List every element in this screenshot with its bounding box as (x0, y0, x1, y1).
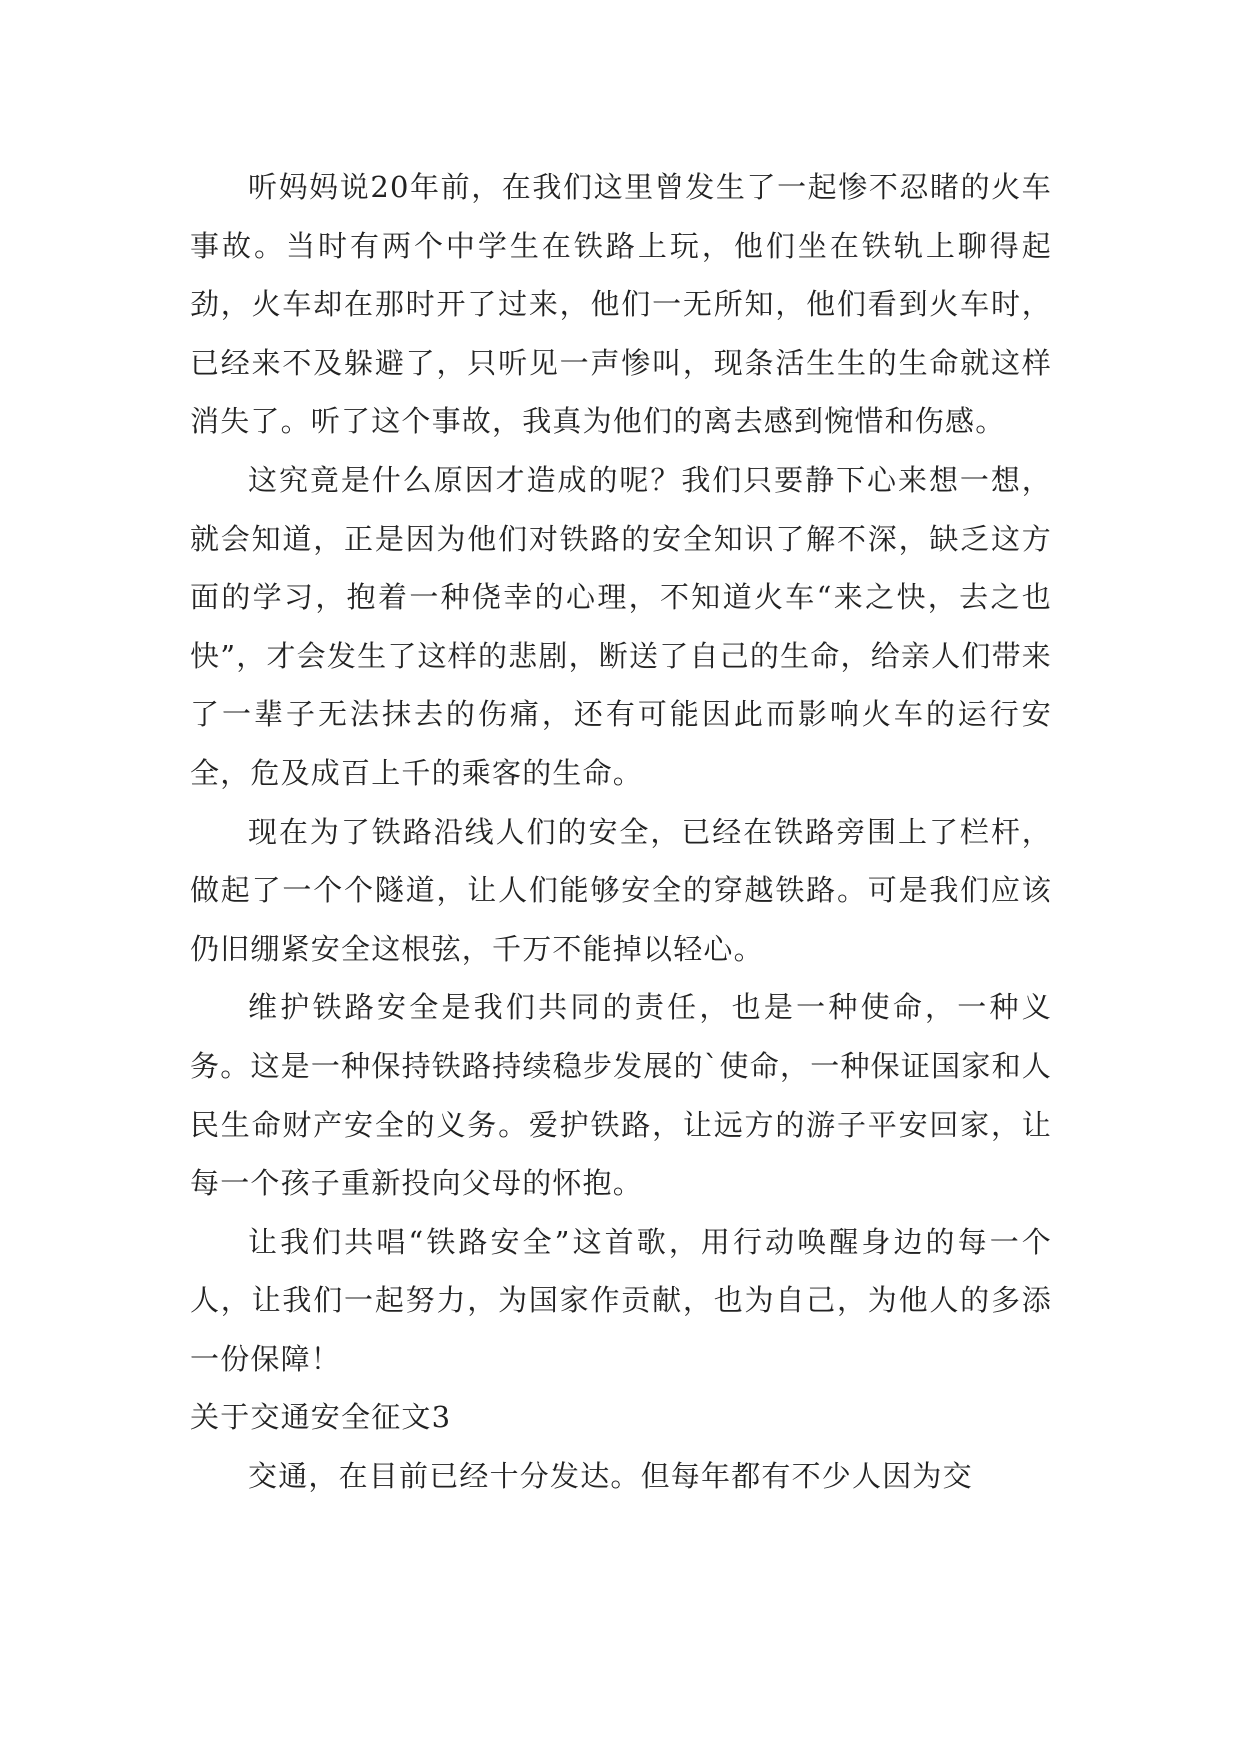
paragraph-call-to-action: 让我们共唱“铁路安全”这首歌，用行动唤醒身边的每一个人，让我们一起努力，为国家作贡献，也为自己，为他人的多添一份保障！ (190, 1224, 1052, 1376)
paragraph-cause-analysis: 这究竟是什么原因才造成的呢？我们只要静下心来想一想，就会知道，正是因为他们对铁路的安全知识了解不深，缺乏这方面的学习，抱着一种侥幸的心理，不知道火车“来之快，去之也快”，才会发生了这样的悲剧，断送了自己的生命，给亲人们带来了一辈子无法抹去的伤痛，还有可能因此而影响火车的运行安全，危及成百上千的乘客的生命。 (190, 462, 1052, 790)
paragraph-traffic-intro: 交通，在目前已经十分发达。但每年都有不少人因为交 (248, 1459, 973, 1494)
document-page (190, 158, 1052, 1506)
paragraph-responsibility: 维护铁路安全是我们共同的责任，也是一种使命，一种义务。这是一种保持铁路持续稳步发展的`使命，一种保证国家和人民生命财产安全的义务。爱护铁路，让远方的游子平安回家，让每一个孩子重新投向父母的怀抱。 (190, 990, 1052, 1201)
paragraph-accident-story: 听妈妈说20年前，在我们这里曾发生了一起惨不忍睹的火车事故。当时有两个中学生在铁路上玩，他们坐在铁轨上聊得起劲，火车却在那时开了过来，他们一无所知，他们看到火车时，已经来不及躲避了，只听见一声惨叫，现条活生生的生命就这样消失了。听了这个事故，我真为他们的离去感到惋惜和伤感。 (190, 170, 1052, 439)
section-heading: 关于交通安全征文3 (190, 1400, 452, 1435)
paragraph-safety-measures: 现在为了铁路沿线人们的安全，已经在铁路旁围上了栏杆，做起了一个个隧道，让人们能够安全的穿越铁路。可是我们应该仍旧绷紧安全这根弦，千万不能掉以轻心。 (190, 814, 1052, 966)
